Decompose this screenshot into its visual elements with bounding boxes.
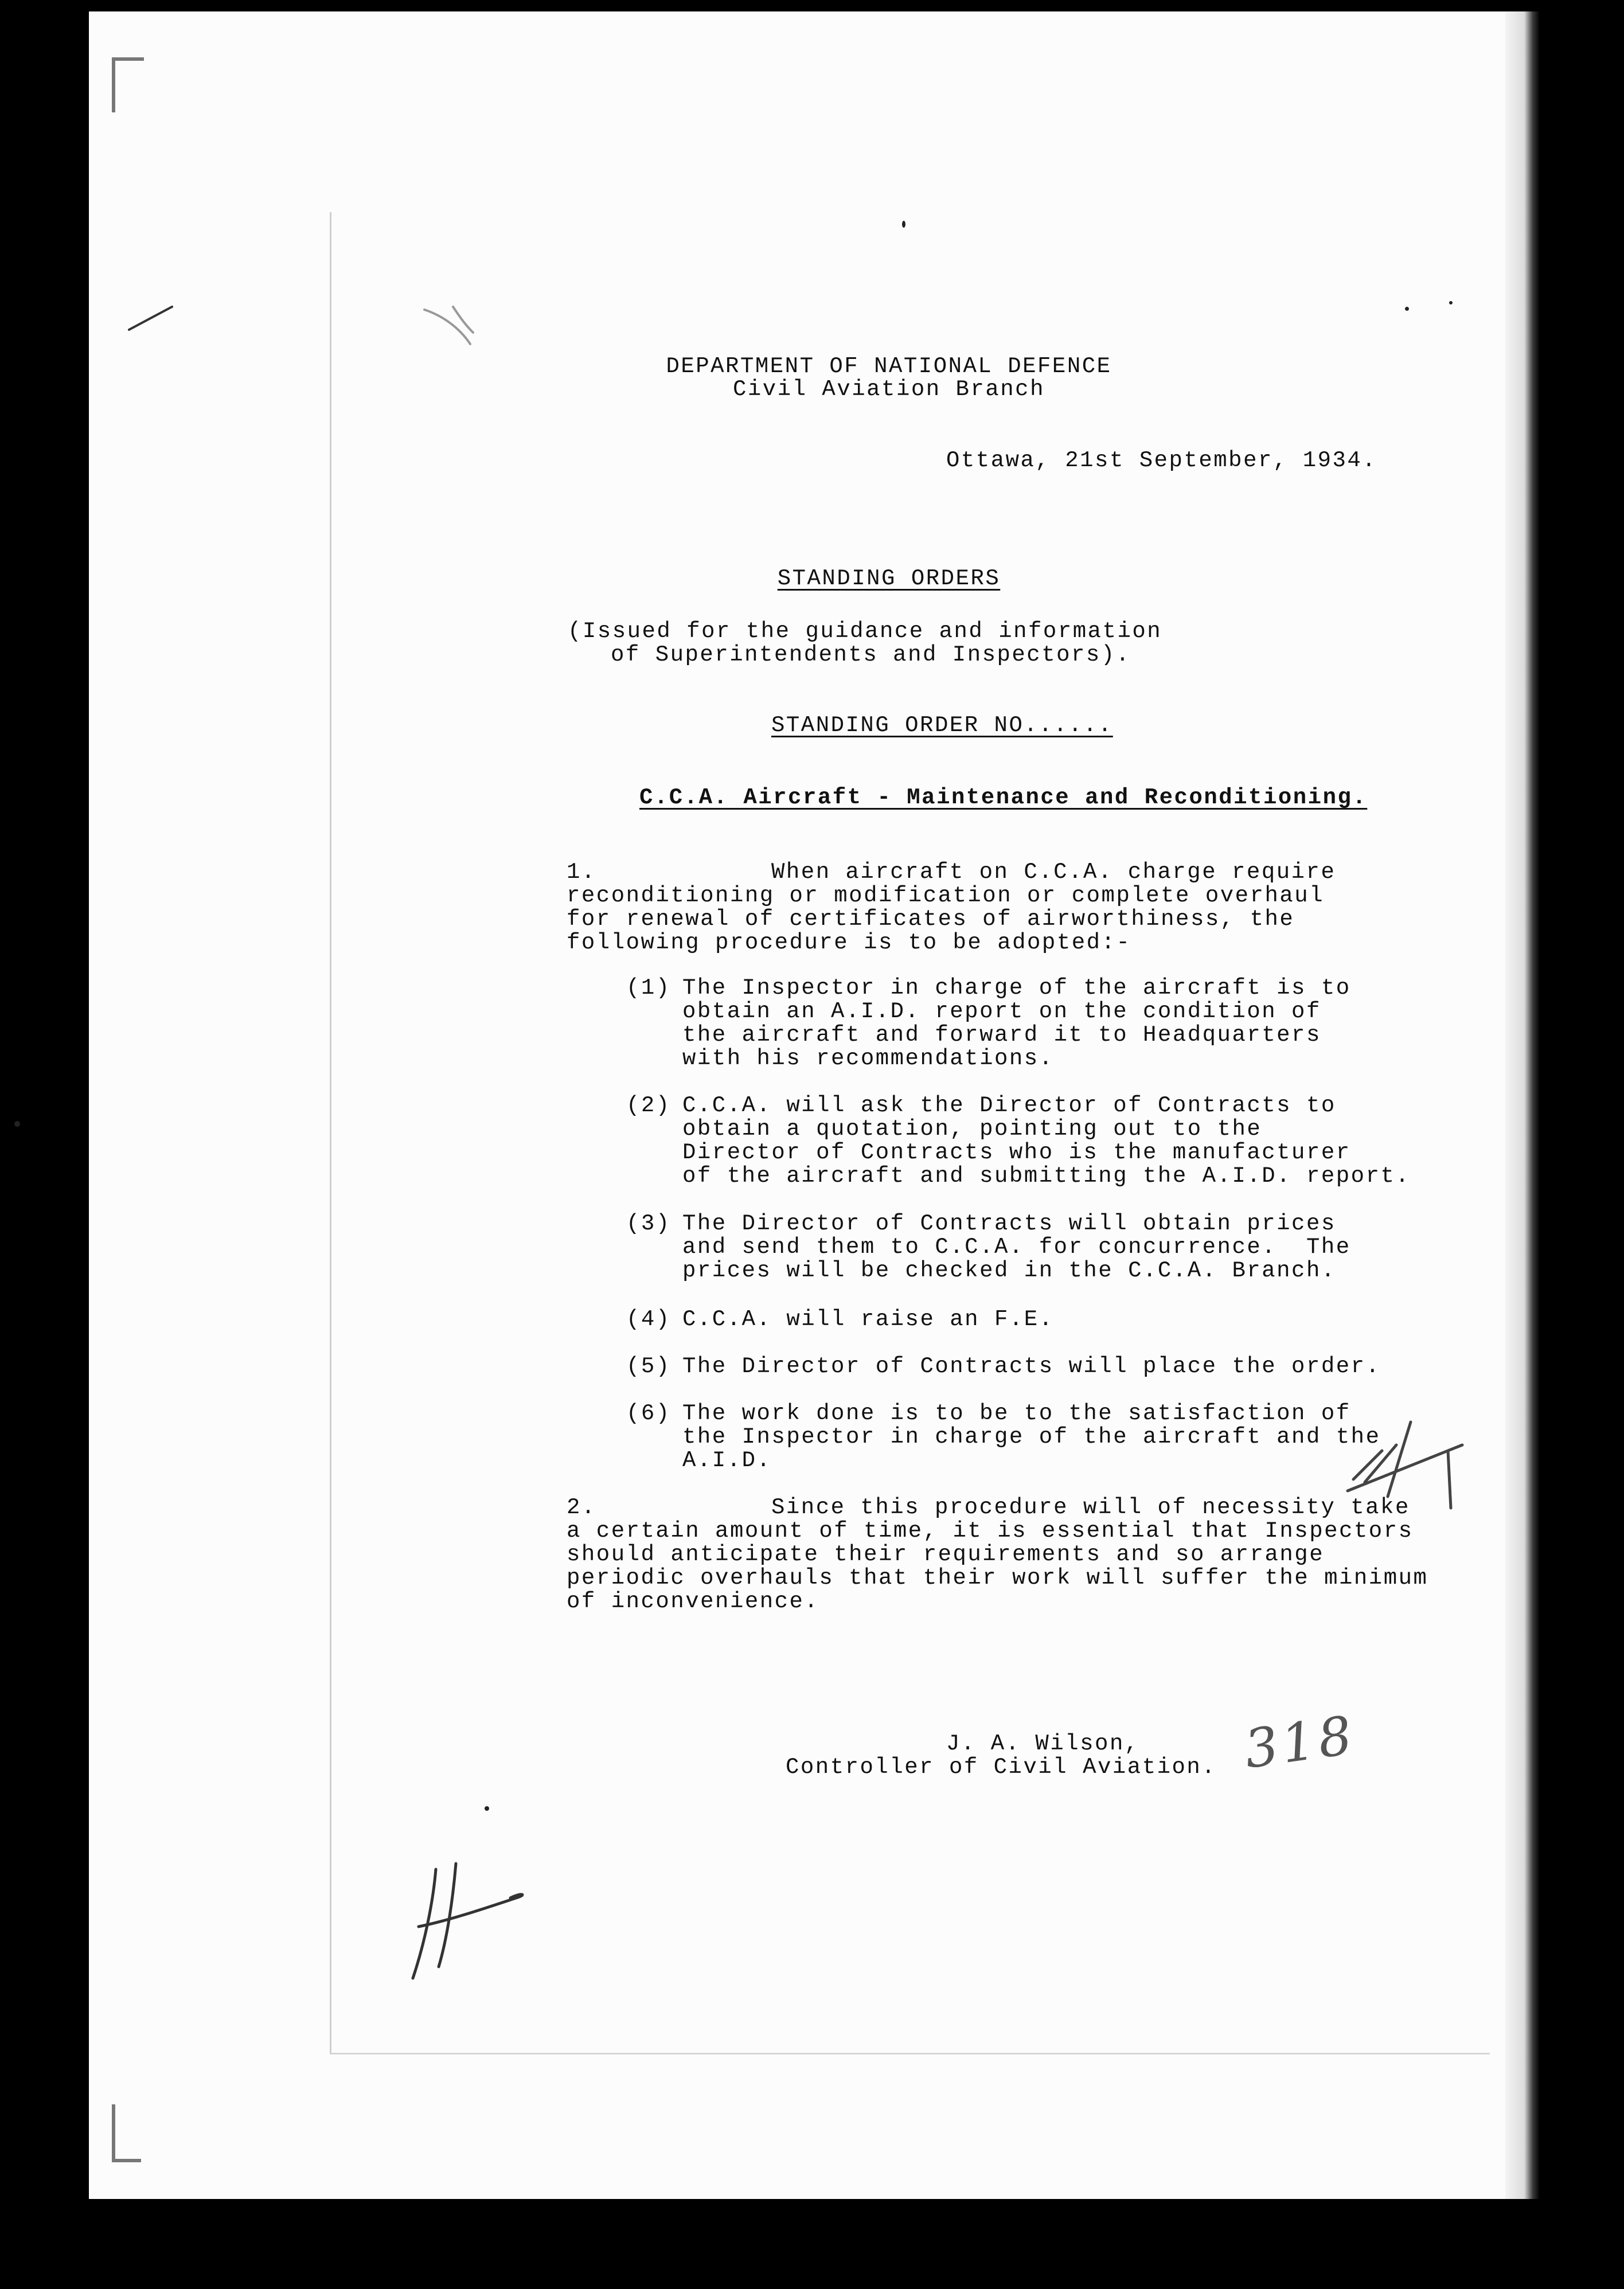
step-line: obtain a quotation, pointing out to the — [682, 1116, 1262, 1142]
step-line: the Inspector in charge of the aircraft and the — [682, 1424, 1381, 1450]
para2-line: a certain amount of time, it is essential that Inspectors — [567, 1518, 1414, 1544]
step-line: the aircraft and forward it to Headquarters — [682, 1022, 1321, 1048]
step-line: prices will be checked in the C.C.A. Branch. — [682, 1258, 1336, 1283]
purpose-line-1: (Issued for the guidance and information — [568, 619, 1162, 644]
crop-mark-bottom — [112, 2104, 141, 2162]
step-number: (5) — [626, 1354, 671, 1379]
step-line: The Director of Contracts will obtain prices — [682, 1211, 1336, 1236]
crop-mark-top — [112, 57, 144, 112]
scan-speck — [902, 221, 905, 228]
step-line: The work done is to be to the satisfaction of — [682, 1401, 1351, 1426]
para2-line: periodic overhauls that their work will suffer the minimum — [567, 1565, 1428, 1591]
step-line: C.C.A. will raise an F.E. — [682, 1307, 1054, 1332]
signature-name: J. A. Wilson, — [946, 1731, 1139, 1756]
para1-number: 1. — [567, 860, 596, 885]
handwritten-initials — [401, 1858, 539, 1990]
step-line: The Inspector in charge of the aircraft is to — [682, 975, 1351, 1001]
handwritten-mark-top — [419, 298, 487, 350]
step-line: Director of Contracts who is the manufacturer — [682, 1140, 1351, 1165]
page-edge-shadow — [1505, 11, 1540, 2199]
step-number: (6) — [626, 1401, 671, 1426]
purpose-line-2: of Superintendents and Inspectors). — [611, 642, 1131, 667]
subject-line: C.C.A. Aircraft - Maintenance and Reconditioning. — [639, 785, 1368, 810]
order-number: STANDING ORDER NO...... — [771, 713, 1113, 738]
handwritten-page-number: 318 — [1240, 1704, 1360, 1780]
step-line: obtain an A.I.D. report on the condition of — [682, 999, 1321, 1024]
scan-speck — [1405, 307, 1409, 311]
handwritten-strike-mark — [1342, 1411, 1468, 1514]
margin-mark — [126, 301, 178, 335]
date-line: Ottawa, 21st September, 1934. — [946, 448, 1377, 473]
branch-heading: Civil Aviation Branch — [733, 377, 1045, 402]
step-number: (3) — [626, 1211, 671, 1236]
step-line: The Director of Contracts will place the order. — [682, 1354, 1381, 1379]
document-title: STANDING ORDERS — [777, 566, 1001, 591]
para2-line: Since this procedure will of necessity take — [771, 1495, 1410, 1520]
signature-title: Controller of Civil Aviation. — [786, 1755, 1217, 1780]
para2-line: of inconvenience. — [567, 1589, 819, 1614]
step-line: and send them to C.C.A. for concurrence. The — [682, 1235, 1351, 1260]
para1-line: for renewal of certificates of airworthiness, the — [567, 907, 1295, 932]
step-line: A.I.D. — [682, 1448, 772, 1473]
step-number: (4) — [626, 1307, 671, 1332]
para1-line: When aircraft on C.C.A. charge require — [771, 860, 1336, 885]
step-number: (1) — [626, 975, 671, 1001]
department-heading: DEPARTMENT OF NATIONAL DEFENCE — [666, 354, 1112, 379]
scan-speck — [1449, 301, 1453, 304]
step-line: of the aircraft and submitting the A.I.D. report. — [682, 1163, 1411, 1189]
para2-line: should anticipate their requirements and so arrange — [567, 1542, 1325, 1567]
para1-line: following procedure is to be adopted:- — [567, 930, 1131, 955]
step-line: with his recommendations. — [682, 1046, 1054, 1071]
step-number: (2) — [626, 1093, 671, 1118]
para2-number: 2. — [567, 1495, 596, 1520]
scan-speck — [14, 1121, 20, 1127]
step-line: C.C.A. will ask the Director of Contracts to — [682, 1093, 1336, 1118]
para1-line: reconditioning or modification or complete overhaul — [567, 883, 1325, 908]
scan-speck — [485, 1806, 489, 1811]
